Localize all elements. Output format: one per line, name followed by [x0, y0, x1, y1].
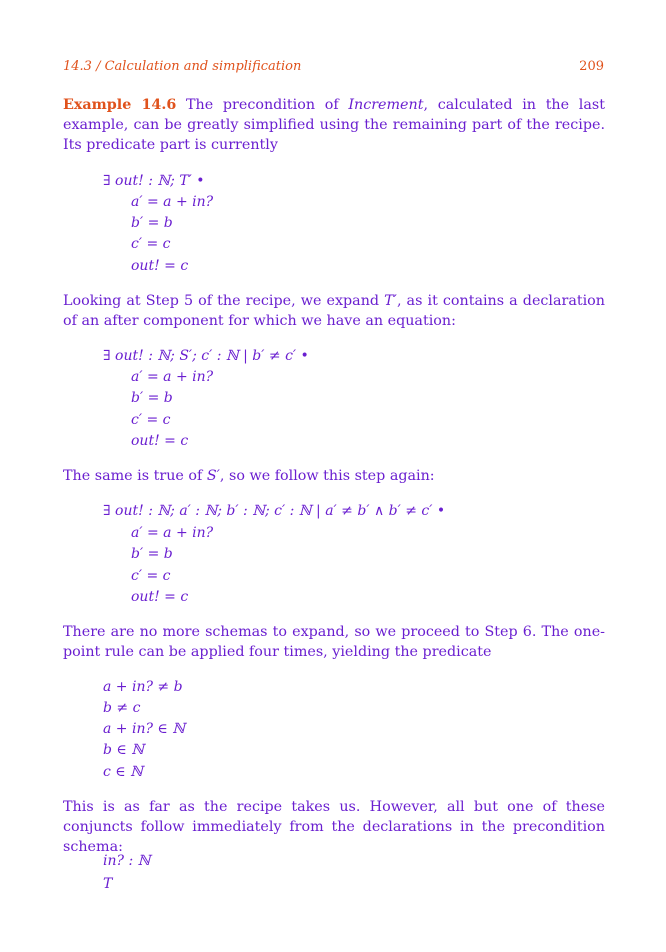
schema3-line: c′ = c	[131, 568, 171, 584]
schema1-line: out! = c	[131, 258, 189, 274]
schema2-line: c′ = c	[131, 412, 171, 428]
schema2-line: out! = c	[131, 433, 189, 449]
example-paragraph: Example 14.6 The precondition of Increment, calculated in the last example, can be greatly simplified using the remaining part of the recipe. Its predicate part is currently	[63, 97, 605, 153]
page-number: 209	[579, 59, 604, 74]
same-true-paragraph: The same is true of S′, so we follow this step again:	[63, 468, 435, 484]
schema3-line: b′ = b	[131, 546, 173, 562]
schema1-line: a′ = a + in?	[131, 194, 214, 210]
step5-paragraph: Looking at Step 5 of the recipe, we expand T′, as it contains a declaration of an after component for which we have an equation:	[63, 293, 605, 329]
predicate-line: b ∈ ℕ	[103, 742, 145, 758]
schema3-line: out! = c	[131, 589, 189, 605]
schema1-line: c′ = c	[131, 236, 171, 252]
running-header: 14.3 / Calculation and simplification	[63, 59, 302, 74]
conclusion-paragraph: This is as far as the recipe takes us. However, all but one of these conjuncts follow immediately from the declarations in the precondition schema:	[63, 799, 605, 855]
schema-name: Increment	[348, 97, 424, 113]
declaration-line: in? : ℕ	[103, 853, 151, 869]
schema2-line: a′ = a + in?	[131, 369, 214, 385]
schema2-quantifier: ∃ out! : ℕ; S′; c′ : ℕ | b′ ≠ c′ •	[103, 348, 309, 364]
schema1-quantifier: ∃ out! : ℕ; T′ •	[103, 173, 205, 189]
schema3-line: a′ = a + in?	[131, 525, 214, 541]
declaration-line: T	[103, 876, 113, 892]
step6-paragraph: There are no more schemas to expand, so we proceed to Step 6. The one-point rule can be applied four times, yielding the predicate	[63, 624, 605, 660]
schema1-line: b′ = b	[131, 215, 173, 231]
predicate-line: a + in? ≠ b	[103, 679, 183, 695]
schema2-line: b′ = b	[131, 390, 173, 406]
predicate-line: c ∈ ℕ	[103, 764, 143, 780]
schema3-quantifier: ∃ out! : ℕ; a′ : ℕ; b′ : ℕ; c′ : ℕ | a′ ≠ b′ ∧ b′ ≠ c′ •	[103, 503, 446, 519]
example-label: Example 14.6	[63, 97, 177, 113]
predicate-line: a + in? ∈ ℕ	[103, 721, 186, 737]
predicate-line: b ≠ c	[103, 700, 141, 716]
